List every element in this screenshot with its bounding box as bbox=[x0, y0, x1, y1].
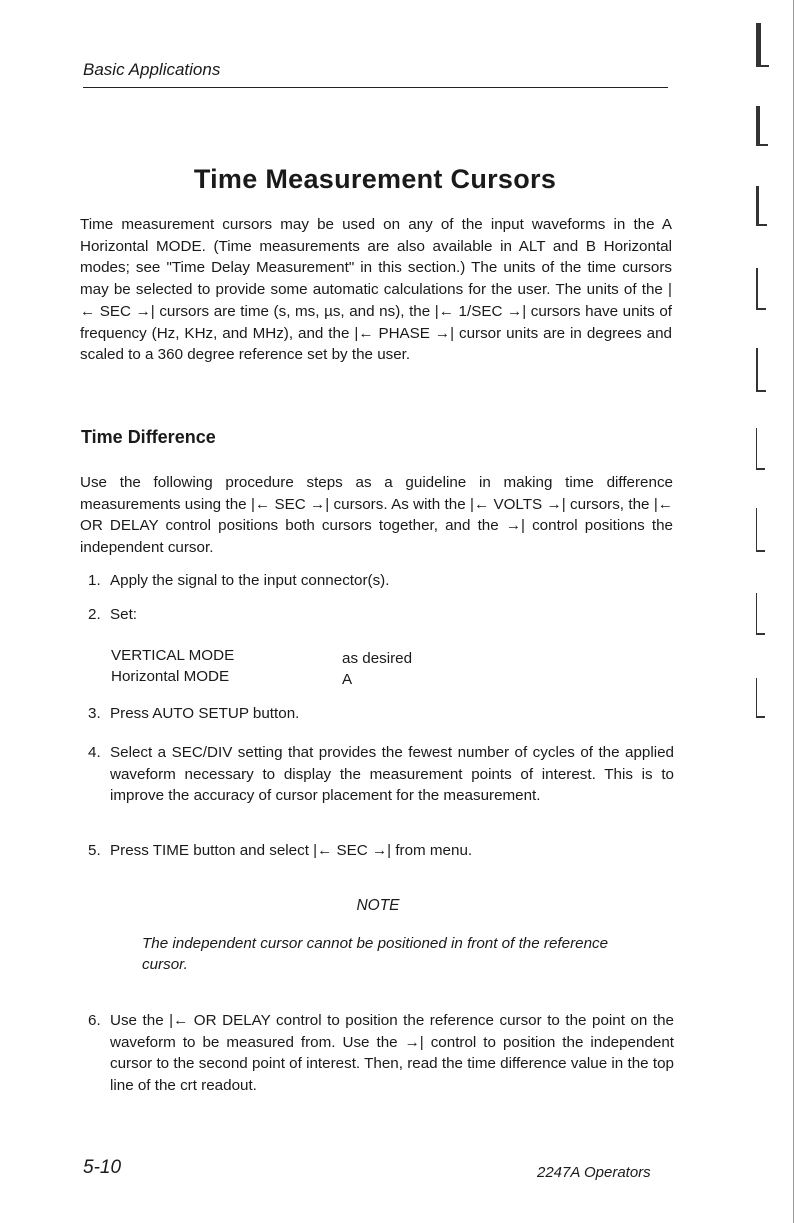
edge-mark bbox=[756, 268, 766, 310]
step-number: 3. bbox=[88, 705, 101, 722]
step-text: Use the |← OR DELAY control to position the reference cursor to the point on the waveform to be measured from. Use the →| control to position the independent cursor to the second point of interest. Then, read the time difference value in the top line of the crt readout. bbox=[110, 1012, 674, 1095]
note-text: The independent cursor cannot be positioned in front of the reference cursor. bbox=[142, 935, 609, 973]
edge-mark bbox=[756, 508, 765, 552]
step-number: 4. bbox=[88, 744, 101, 761]
binding-edge-marks bbox=[752, 18, 774, 1208]
step-number: 6. bbox=[88, 1012, 101, 1029]
step-text: Apply the signal to the input connector(s). bbox=[110, 572, 390, 589]
step-text: Press TIME button and select |← SEC →| from menu. bbox=[110, 842, 473, 859]
section-intro-paragraph: Use the following procedure steps as a guideline in making time difference measurements using the |← SEC →| cursors. As with the |← VOLTS →| cursors, the |← OR DELAY control positions both cursors together, and the →| control positions the independent cursor. bbox=[80, 474, 673, 557]
edge-mark bbox=[756, 593, 765, 635]
edge-mark bbox=[756, 106, 768, 146]
setting-label: VERTICAL MODE bbox=[111, 647, 235, 664]
page-edge-line bbox=[793, 0, 794, 1223]
manual-title: 2247A Operators bbox=[537, 1164, 651, 1181]
edge-mark bbox=[756, 678, 765, 718]
running-header: Basic Applications bbox=[83, 60, 221, 79]
settings-table bbox=[111, 645, 511, 687]
edge-mark bbox=[756, 186, 767, 226]
intro-paragraph: Time measurement cursors may be used on any of the input waveforms in the A Horizontal MODE. (Time measurements are also available in ALT and B Horizontal modes; see "Time Delay Measurement" in this section.) The units of the time cursors may be selected to provide some automatic calculations for the user. The units of the |← SEC →| cursors are time (s, ms, µs, and ns), the |← 1/SEC →| cursors have units of frequency (Hz, KHz, and MHz), and the |← PHASE →| cursor units are in degrees and scaled to a 360 degree reference set by the user. bbox=[80, 216, 672, 364]
section-heading: Time Difference bbox=[81, 427, 216, 447]
step-number: 1. bbox=[88, 572, 101, 589]
edge-mark bbox=[756, 23, 769, 67]
page-number: 5-10 bbox=[83, 1157, 122, 1178]
step-text: Press AUTO SETUP button. bbox=[110, 705, 300, 722]
step-number: 2. bbox=[88, 606, 101, 623]
setting-row bbox=[111, 645, 511, 666]
step-number: 5. bbox=[88, 842, 101, 859]
step-text: Set: bbox=[110, 606, 138, 623]
setting-value: as desired bbox=[342, 650, 413, 667]
step-text: Select a SEC/DIV setting that provides the fewest number of cycles of the applied waveform necessary to display the measurement points of interest. This is to improve the accuracy of cursor placement for the measurement. bbox=[110, 744, 674, 805]
setting-row bbox=[111, 666, 511, 687]
page-title: Time Measurement Cursors bbox=[193, 164, 557, 194]
edge-mark bbox=[756, 428, 765, 470]
edge-mark bbox=[756, 348, 766, 392]
header-rule bbox=[83, 87, 668, 88]
setting-value: A bbox=[342, 671, 353, 688]
setting-label: Horizontal MODE bbox=[111, 668, 230, 685]
note-heading: NOTE bbox=[356, 897, 400, 914]
